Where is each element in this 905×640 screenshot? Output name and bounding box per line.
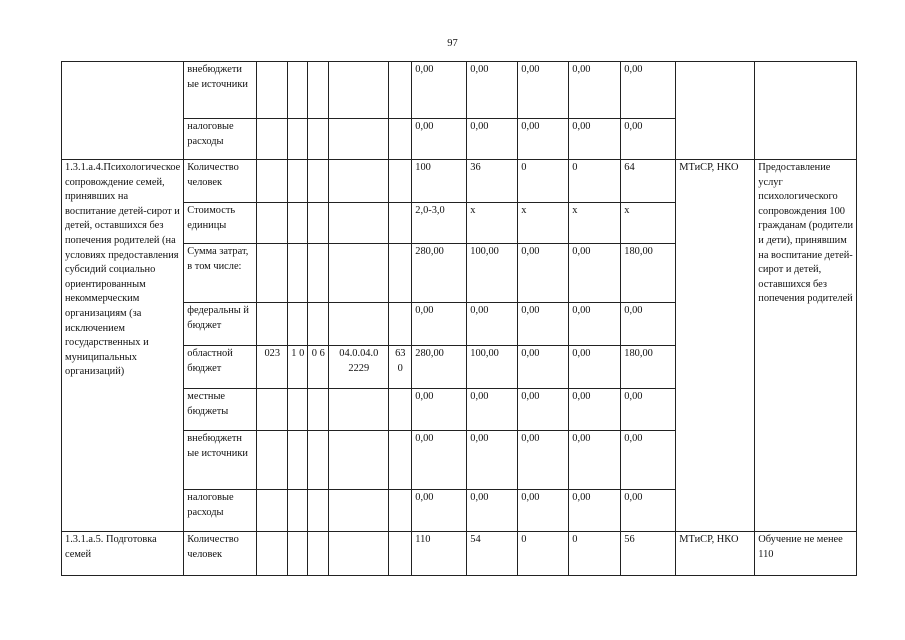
value-cell: 0 [569,160,621,203]
code-cell [389,431,412,490]
code-cell [329,490,389,532]
executor-cell: МТиСР, НКО [676,532,755,576]
value-cell: 0,00 [569,346,621,389]
code-cell [308,490,329,532]
code-cell [257,431,288,490]
value-cell: х [569,203,621,244]
value-cell: х [467,203,518,244]
code-cell [329,62,389,119]
code-cell [308,160,329,203]
code-cell [329,389,389,431]
code-cell [257,244,288,303]
code-cell [389,490,412,532]
code-cell [329,119,389,160]
vr-code: 63 0 [389,346,412,389]
code-cell [308,203,329,244]
value-cell: 0,00 [621,431,676,490]
indicator-label: Стоимость единицы [184,203,257,244]
value-cell: 0,00 [569,244,621,303]
executor-cell: МТиСР, НКО [676,160,755,532]
value-cell: 36 [467,160,518,203]
code-cell [257,119,288,160]
code-cell [288,244,308,303]
code-cell [389,62,412,119]
code-cell [288,119,308,160]
code-cell [308,431,329,490]
code-cell [257,389,288,431]
value-cell: 54 [467,532,518,576]
value-cell: 180,00 [621,244,676,303]
code-cell [308,119,329,160]
value-cell: 100,00 [467,346,518,389]
result-cell: Предоставление услуг психологического сопровождения 100 гражданам (родители и дети), принявшим на воспитание детей-сирот и детей, оставшихся без попечения родителей [755,160,857,532]
code-cell [257,532,288,576]
rz-code: 1 0 [288,346,308,389]
indicator-label: местные бюджеты [184,389,257,431]
value-cell: 0,00 [412,490,467,532]
indicator-label: областной бюджет [184,346,257,389]
code-cell [308,244,329,303]
value-cell: 0,00 [518,244,569,303]
value-cell: 0,00 [569,431,621,490]
code-cell [389,119,412,160]
code-cell [329,303,389,346]
code-cell [329,244,389,303]
value-cell: 0 [569,532,621,576]
code-cell [288,431,308,490]
table-row [62,62,857,119]
value-cell: 2,0-3,0 [412,203,467,244]
value-cell: 0,00 [518,346,569,389]
code-cell [288,203,308,244]
value-cell: 0,00 [467,119,518,160]
code-cell [329,160,389,203]
code-cell [257,490,288,532]
value-cell: 0,00 [518,119,569,160]
value-cell: 0,00 [569,119,621,160]
value-cell: 0,00 [621,303,676,346]
indicator-label: налоговые расходы [184,490,257,532]
value-cell: 0,00 [569,303,621,346]
value-cell: 0 [518,532,569,576]
page-number: 97 [447,38,458,49]
code-cell [389,532,412,576]
indicator-label: Сумма затрат, в том числе: [184,244,257,303]
value-cell: 56 [621,532,676,576]
value-cell: 64 [621,160,676,203]
code-cell [329,532,389,576]
value-cell: 0,00 [569,389,621,431]
code-cell [308,389,329,431]
code-cell [308,303,329,346]
value-cell: 0,00 [621,389,676,431]
value-cell: 0,00 [621,62,676,119]
value-cell: 0 [518,160,569,203]
code-cell [288,160,308,203]
code-cell [329,203,389,244]
code-cell [257,303,288,346]
budget-table [61,61,857,576]
code-cell [288,532,308,576]
measure-cell [62,62,184,160]
code-cell [389,160,412,203]
value-cell: 280,00 [412,244,467,303]
code-cell [389,203,412,244]
indicator-label: федеральны й бюджет [184,303,257,346]
csr-code: 04.0.04.0 2229 [329,346,389,389]
value-cell: 0,00 [412,119,467,160]
value-cell: 280,00 [412,346,467,389]
value-cell: х [621,203,676,244]
pr-code: 0 6 [308,346,329,389]
value-cell: 0,00 [569,490,621,532]
value-cell: 100,00 [467,244,518,303]
measure-name: 1.3.1.а.5. Подготовка семей [62,532,184,576]
value-cell: 0,00 [467,303,518,346]
result-cell [755,62,857,160]
value-cell: 0,00 [569,62,621,119]
code-cell [389,244,412,303]
value-cell: 0,00 [518,303,569,346]
table-row [62,160,857,203]
value-cell: 0,00 [467,62,518,119]
executor-cell [676,62,755,160]
value-cell: 0,00 [412,431,467,490]
value-cell: 0,00 [518,62,569,119]
measure-name: 1.3.1.а.4.Психологическое сопровождение семей, принявших на воспитание детей-сирот и детей, оставшихся без попечения родителей (на условиях предоставления субсидий социально ориентированным некоммерческим организациям (за исключением государственных и муниципальных организаций) [62,160,184,532]
code-cell [288,490,308,532]
value-cell: 0,00 [621,490,676,532]
value-cell: 0,00 [412,303,467,346]
code-cell [257,62,288,119]
code-cell [389,303,412,346]
table-row [62,532,857,576]
value-cell: 0,00 [518,431,569,490]
value-cell: 0,00 [412,62,467,119]
value-cell: 0,00 [467,431,518,490]
code-cell [389,389,412,431]
value-cell: 110 [412,532,467,576]
code-cell [288,303,308,346]
indicator-label: налоговые расходы [184,119,257,160]
indicator-label: внебюджетн ые источники [184,431,257,490]
value-cell: 0,00 [467,490,518,532]
code-cell [288,62,308,119]
value-cell: 0,00 [412,389,467,431]
indicator-label: Количество человек [184,160,257,203]
code-cell [329,431,389,490]
code-cell [257,160,288,203]
value-cell: 0,00 [518,490,569,532]
indicator-label: Количество человек [184,532,257,576]
grbs-code: 023 [257,346,288,389]
code-cell [257,203,288,244]
result-cell: Обучение не менее 110 [755,532,857,576]
code-cell [308,532,329,576]
value-cell: 180,00 [621,346,676,389]
code-cell [288,389,308,431]
value-cell: 0,00 [518,389,569,431]
value-cell: 0,00 [621,119,676,160]
value-cell: 0,00 [467,389,518,431]
value-cell: 100 [412,160,467,203]
code-cell [308,62,329,119]
indicator-label: внебюджети ые источники [184,62,257,119]
value-cell: х [518,203,569,244]
